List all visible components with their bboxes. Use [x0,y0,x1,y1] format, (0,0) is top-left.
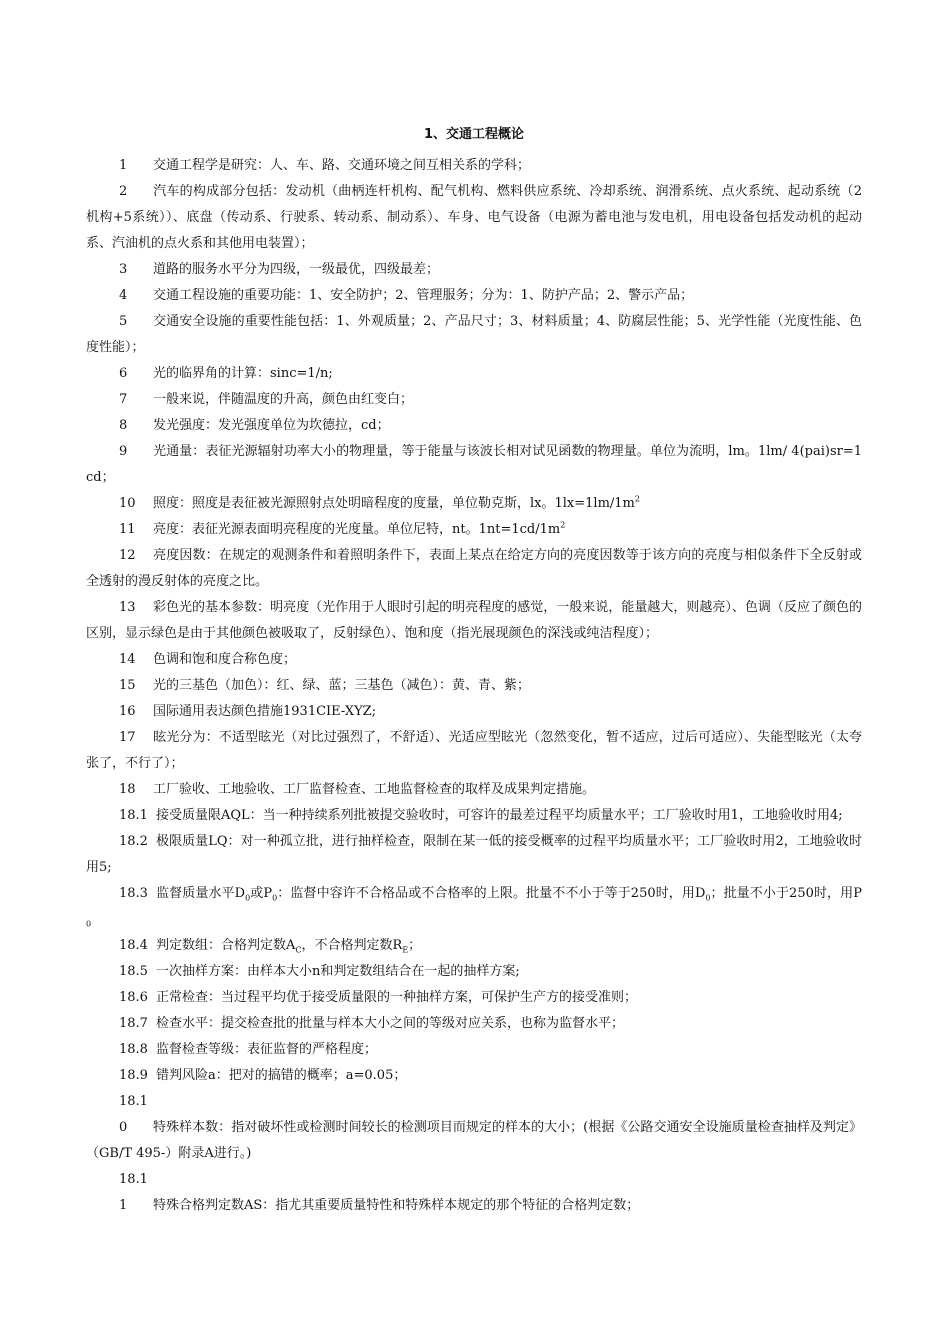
list-item [86,517,862,543]
item-number: 9 [119,444,128,459]
item-text: 国际通用表达颜色措施1931CIE-XYZ; [153,704,377,719]
item-text: 道路的服务水平分为四级，一级最优，四级最差； [153,262,440,277]
item-number: 18.4 [119,938,148,953]
item-number: 18 [119,782,136,797]
subscript: C [295,945,302,955]
item-text: 特殊样本数：指对破坏性或检测时间较长的检测项目而规定的样本的大小；(根据《公路交通安全设施质量检查抽样及判定》（GB/T 495-）附录A进行。) [86,1120,862,1161]
list-item [86,1089,862,1167]
item-number: 2 [119,184,128,199]
item-text: 亮度因数：在规定的观测条件和着照明条件下，表面上某点在给定方向的亮度因数等于该方向的亮度与相似条件下全反射或全透射的漫反射体的亮度之比。 [86,548,862,589]
section-title: 1、交通工程概论 [423,127,525,142]
superscript: 2 [634,494,640,504]
item-number: 5 [119,314,128,329]
item-number: 11 [119,522,136,537]
list-item [86,439,862,491]
item-text: 交通工程学是研究：人、车、路、交通环境之间互相关系的学科； [153,158,531,173]
subscript: 0 [272,893,278,903]
item-text: 交通安全设施的重要性能包括：1、外观质量；2、产品尺寸；3、材料质量；4、防腐层性能；5、光学性能（光度性能、色度性能）； [86,314,862,355]
subscript: 0 [705,893,711,903]
subscript: 0 [245,893,251,903]
item-number: 18.5 [119,964,148,979]
list-item [86,699,862,725]
item-number: 18.11 [119,1172,148,1213]
item-text: 监督检查等级：表征监督的严格程度； [156,1042,378,1057]
item-text: 或P [250,886,273,901]
item-text: 正常检查：当过程平均优于接受质量限的一种抽样方案，可保护生产方的接受准则； [156,990,638,1005]
item-number: 3 [119,262,128,277]
item-number: 15 [119,678,136,693]
list-item [86,1037,862,1063]
item-text: ；批量不小于250时，用P [710,886,862,901]
list-item [86,257,862,283]
item-number: 18.6 [119,990,148,1005]
item-text: 错判风险a：把对的搞错的概率；a=0.05； [156,1068,407,1083]
item-text: 眩光分为：不适型眩光（对比过强烈了，不舒适）、光适应型眩光（忽然变化，暂不适应，过后可适应）、失能型眩光（太夸张了，不行了）； [86,730,862,771]
item-text: 光通量：表征光源辐射功率大小的物理量，等于能量与该波长相对试见函数的物理量。单位为流明，lm。1lm/ 4(pai)sr=1cd； [86,444,862,485]
list-item [86,725,862,777]
item-text: 彩色光的基本参数：明亮度（光作用于人眼时引起的明亮程度的感觉，一般来说，能量越大，则越亮）、色调（反应了颜色的区别，显示绿色是由于其他颜色被吸取了，反射绿色）、饱和度（指光展现颜色的深浅或纯洁程度）； [86,600,862,641]
item-number: 16 [119,704,136,719]
list-item [86,1167,862,1219]
item-text: 工厂验收、工地验收、工厂监督检查、工地监督检查的取样及成果判定措施。 [153,782,596,797]
item-text: 特殊合格判定数AS：指尤其重要质量特性和特殊样本规定的那个特征的合格判定数； [153,1198,640,1213]
item-text: ； [408,938,422,953]
item-text: 发光强度：发光强度单位为坎德拉，cd； [153,418,390,433]
subscript: 0 [86,919,92,929]
item-number: 18.2 [119,834,148,849]
item-number: 14 [119,652,136,667]
item-text: 一次抽样方案：由样本大小n和判定数组结合在一起的抽样方案; [156,964,520,979]
subscript: E [402,945,409,955]
list-item [86,777,862,803]
item-text: 照度：照度是表征被光源照射点处明暗程度的度量，单位勒克斯，lx。1lx=1lm/1m [153,496,635,511]
item-number: 4 [119,288,128,303]
item-text: 光的三基色（加色）：红、绿、蓝；三基色（减色）：黄、青、紫； [153,678,531,693]
item-text: 接受质量限AQL：当一种持续系列批被提交验收时，可容许的最差过程平均质量水平；工厂验收时用1，工地验收时用4; [156,808,843,823]
item-text: 极限质量LQ：对一种孤立批，进行抽样检查，限制在某一低的接受概率的过程平均质量水平；工厂验收时用2，工地验收时用5; [86,834,862,875]
item-number: 6 [119,366,128,381]
list-item [86,595,862,647]
list-item [86,829,862,881]
item-text: 监督质量水平D [156,886,246,901]
list-item [86,491,862,517]
item-number: 18.9 [119,1068,148,1083]
list-item [86,647,862,673]
item-text: ：监督中容许不合格品或不合格率的上限。批量不不小于等于250时，用D [277,886,706,901]
list-item [86,1063,862,1089]
item-text: 亮度：表征光源表面明亮程度的光度量。单位尼特，nt。1nt=1cd/1m [153,522,561,537]
superscript: 2 [560,520,566,530]
item-number: 18.8 [119,1042,148,1057]
list-item [86,933,862,959]
list-item [86,153,862,179]
item-text: 一般来说，伴随温度的升高，颜色由红变白； [153,392,414,407]
item-number: 18.1 [119,808,148,823]
list-item [86,361,862,387]
item-number: 18.10 [119,1094,148,1135]
item-number: 18.7 [119,1016,148,1031]
list-item [86,309,862,361]
list-item [86,283,862,309]
document-page [86,124,862,1219]
item-text: ，不合格判定数R [301,938,403,953]
item-number: 8 [119,418,128,433]
list-item [86,673,862,699]
item-number: 18.3 [119,886,148,901]
item-text: 汽车的构成部分包括：发动机（曲柄连杆机构、配气机构、燃料供应系统、冷却系统、润滑系统、点火系统、起动系统（2机构+5系统））、底盘（传动系、行驶系、转动系、制动系）、车身、电气设备（电源为蓄电池与发电机，用电设备包括发动机的起动系、汽油机的点火系和其他用电装置）； [86,184,862,251]
list-item [86,985,862,1011]
list-item [86,543,862,595]
list-item [86,413,862,439]
item-text: 交通工程设施的重要功能：1、安全防护；2、管理服务；分为：1、防护产品；2、警示产品； [153,288,694,303]
item-number: 17 [119,730,136,745]
list-item [86,1011,862,1037]
list-item [86,387,862,413]
list-item [86,881,862,933]
item-number: 10 [119,496,136,511]
list-item [86,179,862,257]
item-number: 13 [119,600,136,615]
item-list [86,153,862,1219]
item-text: 判定数组：合格判定数A [156,938,296,953]
item-number: 1 [119,158,128,173]
list-item [86,803,862,829]
list-item [86,959,862,985]
item-text: 光的临界角的计算：sinc=1/n; [153,366,333,381]
item-text: 色调和饱和度合称色度； [153,652,297,667]
item-number: 12 [119,548,136,563]
item-text: 检查水平：提交检查批的批量与样本大小之间的等级对应关系，也称为监督水平； [156,1016,625,1031]
item-number: 7 [119,392,128,407]
